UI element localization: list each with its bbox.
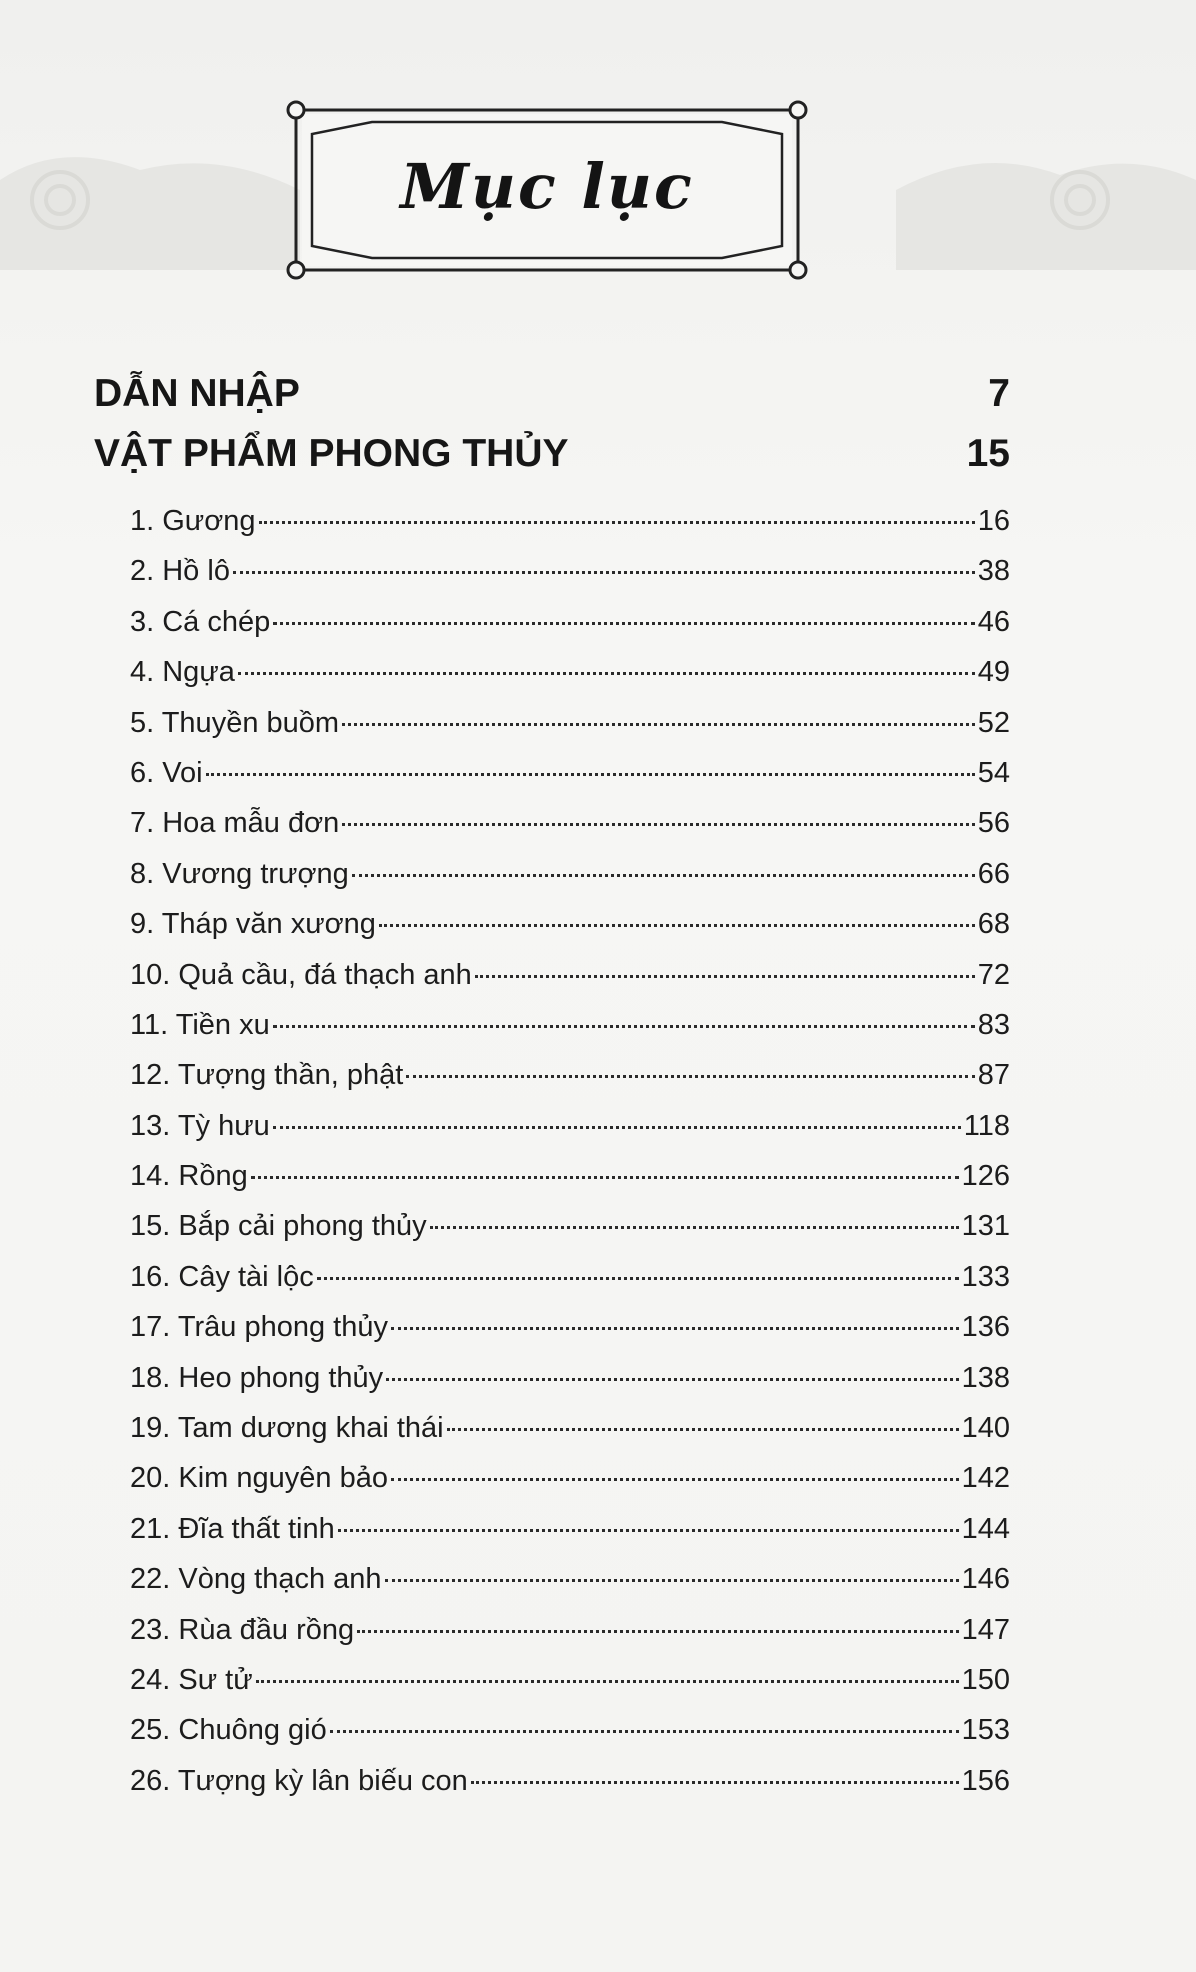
toc-entry-page-number: 118 bbox=[963, 1109, 1010, 1142]
toc-entry-label: 7. Hoa mẫu đơn bbox=[130, 807, 340, 840]
toc-entry-page-number: 68 bbox=[977, 908, 1010, 941]
dot-leader bbox=[338, 1529, 959, 1532]
toc-entry bbox=[130, 707, 1010, 757]
toc-entry bbox=[130, 1765, 1010, 1815]
toc-entry bbox=[130, 1362, 1010, 1412]
dot-leader bbox=[379, 924, 975, 927]
toc-entry-label: 11. Tiền xu bbox=[130, 1008, 270, 1041]
toc-entry bbox=[130, 505, 1010, 555]
toc-entry bbox=[130, 1110, 1010, 1160]
toc-entry-label: 17. Trâu phong thủy bbox=[130, 1311, 388, 1344]
dot-leader bbox=[259, 521, 975, 524]
toc-entry-label: 20. Kim nguyên bảo bbox=[130, 1462, 388, 1495]
toc-entry-page-number: 136 bbox=[961, 1311, 1010, 1344]
toc-entry-page-number: 146 bbox=[961, 1563, 1010, 1596]
toc-entry-page-number: 54 bbox=[977, 756, 1010, 789]
dot-leader bbox=[385, 1579, 959, 1582]
dot-leader bbox=[273, 622, 974, 625]
dot-leader bbox=[386, 1378, 958, 1381]
toc-entry-page-number: 131 bbox=[961, 1210, 1010, 1243]
dot-leader bbox=[471, 1781, 959, 1784]
dot-leader bbox=[330, 1730, 959, 1733]
toc-entry-label: 12. Tượng thần, phật bbox=[130, 1059, 404, 1092]
toc-entry bbox=[130, 1059, 1010, 1109]
toc-entry-label: 3. Cá chép bbox=[130, 605, 271, 638]
toc-entry bbox=[130, 1210, 1010, 1260]
toc-entry-page-number: 38 bbox=[977, 555, 1010, 588]
toc-entry-page-number: 138 bbox=[961, 1361, 1010, 1394]
toc-entry bbox=[130, 757, 1010, 807]
toc-entry-page-number: 66 bbox=[977, 857, 1010, 890]
toc-entry-label: 4. Ngựa bbox=[130, 656, 235, 689]
dot-leader bbox=[273, 1025, 975, 1028]
dot-leader bbox=[391, 1327, 959, 1330]
toc-entry-page-number: 150 bbox=[961, 1663, 1010, 1696]
toc-entry bbox=[130, 1462, 1010, 1512]
dot-leader bbox=[206, 773, 975, 776]
dot-leader bbox=[430, 1226, 959, 1229]
toc-entry-page-number: 133 bbox=[961, 1260, 1010, 1293]
toc-entry-page-number: 72 bbox=[977, 958, 1010, 991]
dot-leader bbox=[406, 1075, 974, 1078]
toc-entry-label: 14. Rồng bbox=[130, 1160, 248, 1193]
toc-entry-label: 13. Tỳ hưu bbox=[130, 1109, 270, 1142]
dot-leader bbox=[233, 571, 975, 574]
dot-leader bbox=[342, 723, 975, 726]
dot-leader bbox=[475, 975, 975, 978]
toc-entry-label: 19. Tam dương khai thái bbox=[130, 1412, 444, 1445]
toc-entry-label: 9. Tháp văn xương bbox=[130, 908, 376, 941]
dot-leader bbox=[352, 874, 975, 877]
toc-entry bbox=[130, 606, 1010, 656]
dot-leader bbox=[251, 1176, 959, 1179]
toc-entry-page-number: 46 bbox=[977, 605, 1010, 638]
toc-entry-page-number: 153 bbox=[961, 1714, 1010, 1747]
toc-entry-page-number: 52 bbox=[977, 706, 1010, 739]
dot-leader bbox=[238, 672, 975, 675]
dot-leader bbox=[273, 1126, 961, 1129]
toc-entry bbox=[130, 1160, 1010, 1210]
toc-entry bbox=[130, 1714, 1010, 1764]
toc-entry-label: 6. Voi bbox=[130, 756, 203, 789]
section-label: DẪN NHẬP bbox=[94, 372, 300, 415]
dot-leader bbox=[342, 823, 974, 826]
dot-leader bbox=[357, 1630, 958, 1633]
toc-entry-label: 23. Rùa đầu rồng bbox=[130, 1613, 355, 1646]
toc-entry bbox=[130, 1261, 1010, 1311]
toc-entry-page-number: 56 bbox=[977, 807, 1010, 840]
toc-entry-label: 10. Quả cầu, đá thạch anh bbox=[130, 958, 472, 991]
toc-entry-label: 16. Cây tài lộc bbox=[130, 1260, 314, 1293]
toc-entry bbox=[130, 807, 1010, 857]
toc-entry bbox=[130, 1311, 1010, 1361]
toc-entry-label: 25. Chuông gió bbox=[130, 1714, 327, 1747]
toc-entry-page-number: 49 bbox=[977, 656, 1010, 689]
toc-entry bbox=[130, 959, 1010, 1009]
toc-list bbox=[130, 505, 1010, 1815]
toc-entry-label: 26. Tượng kỳ lân biếu con bbox=[130, 1764, 468, 1797]
toc-entry-label: 21. Đĩa thất tinh bbox=[130, 1512, 335, 1545]
toc-entry-label: 2. Hồ lô bbox=[130, 555, 230, 588]
section-heading bbox=[94, 372, 1010, 416]
toc-entry bbox=[130, 1412, 1010, 1462]
section-heading bbox=[94, 432, 1010, 476]
dot-leader bbox=[391, 1478, 959, 1481]
toc-entry bbox=[130, 656, 1010, 706]
toc-entry-page-number: 126 bbox=[961, 1160, 1010, 1193]
toc-entry bbox=[130, 555, 1010, 605]
section-page-number: 7 bbox=[988, 372, 1010, 415]
toc-entry-page-number: 16 bbox=[977, 505, 1010, 537]
toc-entry bbox=[130, 858, 1010, 908]
toc-entry-label: 24. Sư tử bbox=[130, 1663, 253, 1696]
toc-entry-page-number: 140 bbox=[961, 1412, 1010, 1445]
dot-leader bbox=[447, 1428, 959, 1431]
dot-leader bbox=[256, 1680, 959, 1683]
page-title: Mục lục bbox=[400, 150, 694, 223]
toc-entry-page-number: 144 bbox=[961, 1512, 1010, 1545]
dot-leader bbox=[317, 1277, 959, 1280]
toc-entry-page-number: 87 bbox=[977, 1059, 1010, 1092]
toc-entry bbox=[130, 1614, 1010, 1664]
toc-entry-label: 18. Heo phong thủy bbox=[130, 1361, 384, 1394]
section-label: VẬT PHẨM PHONG THỦY bbox=[94, 432, 569, 475]
toc-entry-label: 5. Thuyền buồm bbox=[130, 706, 340, 739]
toc-entry-page-number: 147 bbox=[961, 1613, 1010, 1646]
toc-entry bbox=[130, 1563, 1010, 1613]
toc-entry bbox=[130, 1664, 1010, 1714]
toc-entry-label: 8. Vương trượng bbox=[130, 857, 349, 890]
toc-entry-page-number: 142 bbox=[961, 1462, 1010, 1495]
section-page-number: 15 bbox=[966, 432, 1010, 475]
toc-entry-label: 15. Bắp cải phong thủy bbox=[130, 1210, 427, 1243]
toc-entry-label: 22. Vòng thạch anh bbox=[130, 1563, 382, 1596]
toc-entry bbox=[130, 1513, 1010, 1563]
toc-entry-page-number: 156 bbox=[961, 1764, 1010, 1797]
toc-entry-page-number: 83 bbox=[977, 1008, 1010, 1041]
toc-entry bbox=[130, 1009, 1010, 1059]
toc-entry bbox=[130, 908, 1010, 958]
toc-entry-label: 1. Gương bbox=[130, 505, 256, 537]
